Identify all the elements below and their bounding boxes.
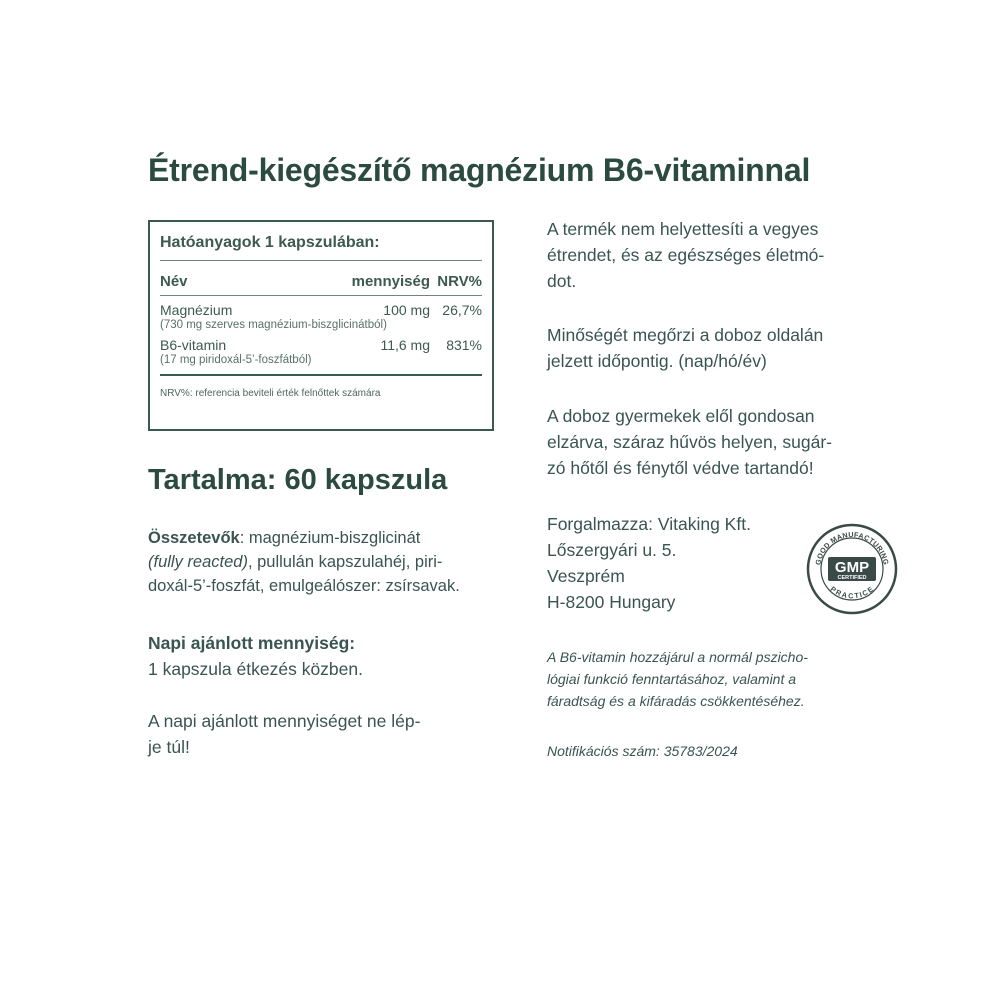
table-row <box>160 302 482 318</box>
row-name: Magnézium <box>160 302 233 318</box>
ingredients-italic: (fully reacted) <box>148 553 248 571</box>
distributor-address <box>547 511 797 615</box>
diet-notice <box>547 216 897 294</box>
text-line: A doboz gyermekek elől gondosan <box>547 406 815 426</box>
text-line: elzárva, száraz hűvös helyen, sugár- <box>547 432 832 452</box>
warning-line: je túl! <box>148 737 190 757</box>
gmp-main-text: GMP <box>834 559 870 576</box>
ingredients-text <box>148 526 508 598</box>
gmp-top-text: GOOD MANUFACTURING <box>813 529 891 566</box>
daily-dose-label: Napi ajánlott mennyiség: <box>148 633 356 653</box>
best-before-notice <box>547 322 897 374</box>
text-line: dot. <box>547 271 577 291</box>
divider <box>160 260 482 261</box>
notification-number: Notifikációs szám: 35783/2024 <box>547 743 738 759</box>
gmp-bottom-text: PRACTICE <box>828 584 876 601</box>
storage-notice <box>547 403 897 481</box>
nutrition-header-row <box>160 267 482 295</box>
ingredients-part: , pullulán kapszulahéj, piri- <box>247 553 443 571</box>
gmp-badge-icon <box>806 523 898 615</box>
nutrition-heading: Hatóanyagok 1 kapszulában: <box>160 234 380 251</box>
contents-title: Tartalma: 60 kapszula <box>148 464 448 496</box>
nutrition-table <box>148 220 494 431</box>
daily-dose <box>148 630 508 682</box>
text-line: A B6-vitamin hozzájárul a normál pszicho- <box>547 649 808 665</box>
row-note: (730 mg szerves magnézium-biszglicinátból) <box>160 319 387 331</box>
text-line: lógiai funkció fenntartásához, valamint a <box>547 671 797 687</box>
row-amount: 100 mg <box>383 302 430 318</box>
page-title: Étrend-kiegészítő magnézium B6-vitaminnal <box>148 152 811 188</box>
health-claim <box>547 646 897 712</box>
text-line: Lőszergyári u. 5. <box>547 540 677 560</box>
warning-line: A napi ajánlott mennyiséget ne lép- <box>148 711 421 731</box>
gmp-sub-text: CERTIFIED <box>837 575 867 581</box>
dose-warning <box>148 708 508 760</box>
text-line: fáradtság és a kifáradás csökkentéséhez. <box>547 693 805 709</box>
text-line: Veszprém <box>547 566 625 586</box>
column-nrv: NRV% <box>437 272 482 290</box>
daily-dose-text: 1 kapszula étkezés közben. <box>148 659 363 679</box>
ingredients-part: : magnézium-biszglicinát <box>239 529 421 547</box>
text-line: jelzett időpontig. (nap/hó/év) <box>547 351 767 371</box>
column-name: Név <box>160 272 188 290</box>
row-amount: 11,6 mg <box>380 337 430 353</box>
text-line: H-8200 Hungary <box>547 592 676 612</box>
ingredients-label: Összetevők <box>148 529 240 547</box>
row-nrv: 26,7% <box>442 302 482 318</box>
row-note: (17 mg piridoxál-5’-foszfátból) <box>160 354 312 366</box>
row-name: B6-vitamin <box>160 337 227 353</box>
nutrition-footnote: NRV%: referencia beviteli érték felnőttek számára <box>160 388 381 399</box>
row-nrv: 831% <box>446 337 482 353</box>
text-line: étrendet, és az egészséges életmó- <box>547 245 825 265</box>
divider <box>160 374 482 376</box>
text-line: Minőségét megőrzi a doboz oldalán <box>547 325 824 345</box>
divider <box>160 295 482 296</box>
text-line: A termék nem helyettesíti a vegyes <box>547 219 819 239</box>
text-line: zó hőtől és fénytől védve tartandó! <box>547 458 814 478</box>
text-line: Forgalmazza: Vitaking Kft. <box>547 514 751 534</box>
ingredients-part: doxál-5’-foszfát, emulgeálószer: zsírsavak. <box>148 577 460 595</box>
table-row <box>160 337 482 353</box>
column-amount: mennyiség <box>351 272 430 290</box>
